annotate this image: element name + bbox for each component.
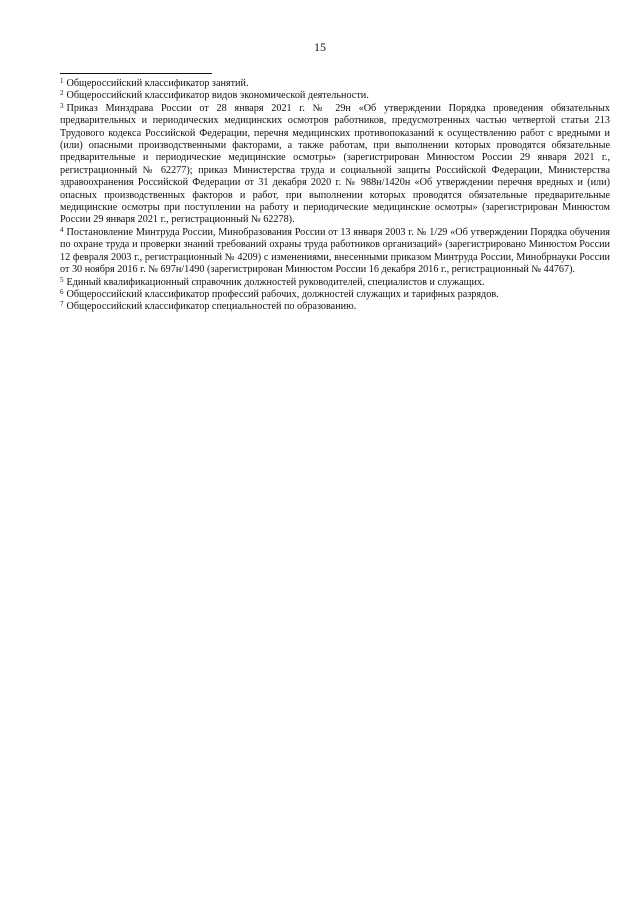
footnote-marker: 1 [60, 77, 64, 85]
footnote-4 [60, 227, 610, 277]
footnote-marker: 3 [60, 101, 64, 110]
footnote-1 [60, 78, 610, 90]
footnotes-block [60, 78, 610, 314]
footnote-marker: 2 [60, 89, 64, 98]
footnote-marker: 4 [60, 225, 64, 234]
footnote-separator [60, 73, 212, 74]
footnote-6 [60, 289, 610, 301]
footnote-3 [60, 103, 610, 227]
footnote-marker: 7 [60, 300, 64, 309]
page-number: 15 [314, 40, 326, 54]
footnote-text: Единый квалификационный справочник должностей руководителей, специалистов и служащих. [66, 276, 485, 288]
footnote-5 [60, 277, 610, 289]
footnote-2 [60, 90, 610, 102]
footnote-text: Общероссийский классификатор видов экономической деятельности. [66, 90, 369, 102]
footnote-marker: 6 [60, 287, 64, 296]
footnote-7 [60, 301, 610, 313]
footnote-marker: 5 [60, 275, 64, 284]
footnote-text: Приказ Минздрава России от 28 января 2021 г. № 29н «Об утверждении Порядка проведения обязательных предварительных и периодических медицинских осмотров работников, предусмотренных частью четвертой статьи 213 Трудового кодекса Российской Федерации, перечня медицинских противопоказаний к осуществлению работ с вредными и (или) опасными производственными факторами, а также работам, при выполнении которых проводятся обязательные предварительные и периодические медицинские осмотры» (зарегистрирован Минюстом России 29 января 2021 г., регистрационный № 62277); приказ Министерства труда и социальной защиты Российской Федерации, Министерства здравоохранения Российской Федерации от 31 декабря 2020 г. № 988н/1420н «Об утверждении перечня вредных и (или) опасных производственных факторов и работ, при выполнении которых проводятся обязательные предварительные медицинские осмотры при поступлении на работу и периодические медицинские осмотры» (зарегистрирован Минюстом России 29 января 2021 г., регистрационный № 62278). [60, 102, 610, 226]
footnote-text: Общероссийский классификатор занятий. [66, 78, 249, 89]
footnote-text: Общероссийский классификатор профессий рабочих, должностей служащих и тарифных разрядов. [66, 288, 499, 300]
footnote-text: Общероссийский классификатор специальностей по образованию. [66, 301, 357, 313]
footnote-text: Постановление Минтруда России, Минобразования России от 13 января 2003 г. № 1/29 «Об утверждении Порядка обучения по охране труда и проверки знаний требований охраны труда работников организаций» (зарегистрировано Минюстом России 12 февраля 2003 г., регистрационный № 4209) с изменениями, внесенными приказом Минтруда России, Минобрнауки России от 30 ноября 2016 г. № 697н/1490 (зарегистрирован Минюстом России 16 декабря 2016 г., регистрационный № 44767). [60, 226, 610, 276]
